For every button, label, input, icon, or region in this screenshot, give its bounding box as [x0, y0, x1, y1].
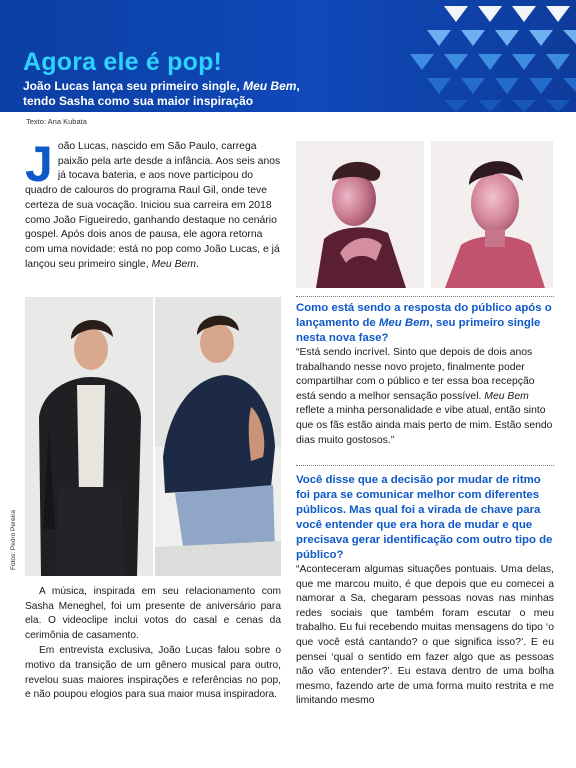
- intro-song-title: Meu Bem: [151, 258, 196, 270]
- header-banner: [0, 0, 576, 112]
- intro-text: oão Lucas, nascido em São Paulo, carrega paixão pela arte desde a infância. Aos seis anos já tocava bateria, e aos nove participou do quadro de calouros do programa Raul Gil, onde teve certeza de sua vocação. Iniciou sua carreira em 2018 como João Figueiredo, ganhando destaque no cenário gospel. Após dois anos de pausa, ele agora retorna com uma novidade: está no pop como João Lucas, e já lançou seu primeiro single,: [25, 141, 281, 270]
- body-paragraph-2: Em entrevista exclusiva, João Lucas falou sobre o motivo da transição de um gênero musical para outro, revelou suas maiores inspirações e referências no pop, e não poupou elogios para sua maior musa inspiradora.: [25, 645, 281, 701]
- qa-block-1: [296, 301, 554, 448]
- photo-sitting-jeans: [155, 297, 281, 576]
- subtitle-line-2: tendo Sasha como sua maior inspiração: [23, 94, 254, 108]
- question-1: [296, 301, 554, 346]
- page-subtitle: [23, 79, 543, 109]
- question-2: Você disse que a decisão por mudar de ritmo foi para se comunicar melhor com diferentes públicos. Mas qual foi a virada de chave para você entender que era hora de mudar e que precisava gerar identificação com outro tipo de público?: [296, 474, 553, 561]
- qa-block-2: [296, 473, 554, 709]
- divider-middle: [296, 465, 554, 466]
- answer-1-song-title: Meu Bem: [484, 390, 529, 402]
- photo-standing-jacket: [25, 297, 153, 576]
- photo-portrait-pink-1: [296, 141, 424, 288]
- subtitle-comma: ,: [296, 79, 300, 93]
- photo-credit: Fotos: Pedro Pereira: [10, 510, 17, 570]
- question-1-song-title: Meu Bem: [378, 317, 430, 329]
- photo-portrait-pink-2: [431, 141, 553, 288]
- subtitle-song-title: Meu Bem: [243, 79, 297, 93]
- answer-1-text: “Está sendo incrível. Sinto que depois de dois anos trabalhando nesse novo projeto, finalmente poder compartilhar com o público e ter essa boa recepção está sendo a melhor sensação possível.: [296, 347, 535, 402]
- answer-1: [296, 346, 554, 448]
- intro-text-end: .: [195, 258, 199, 270]
- question-1-text: Como está sendo a resposta do público após o lançamento de: [296, 302, 552, 329]
- page-title: Agora ele é pop!: [23, 48, 223, 76]
- intro-paragraph: [25, 136, 283, 272]
- subtitle-text: João Lucas lança seu primeiro single,: [23, 79, 244, 93]
- drop-cap: J: [25, 136, 53, 192]
- answer-2: “Aconteceram algumas situações pontuais. Uma delas, que me marcou muito, é que depois que eu comecei a namorar a Sa, chegaram pessoas novas nas minhas redes sociais que também foram escutar o meu trabalho. Eu fui recebendo muitas mensagens do tipo ‘o que você está cantando? o que significa isso?’. E eu pensei ‘qual o sentido em fazer algo que as pessoas não vão entender?’. Eu estava dentro de uma bolha mesmo, fazendo arte de uma forma muito restrita e me limitando mesmo: [296, 564, 554, 707]
- body-paragraph-1: A música, inspirada em seu relacionamento com Sasha Meneghel, foi um presente de aniversário para ela. O videoclipe inclui votos do casal e cenas da cerimônia de casamento.: [25, 586, 281, 641]
- question-1-text-end: , seu primeiro single nesta nova fase?: [296, 317, 541, 344]
- divider-top: [296, 296, 554, 297]
- body-left-column: [25, 585, 281, 704]
- author-credit: Texto: Ana Kubata: [26, 117, 87, 126]
- answer-1-text-end: reflete a minha personalidade e vibe atual, então sinto que os fãs estão ainda mais perto de mim. Estão sendo dias muito gostosos.”: [296, 405, 553, 446]
